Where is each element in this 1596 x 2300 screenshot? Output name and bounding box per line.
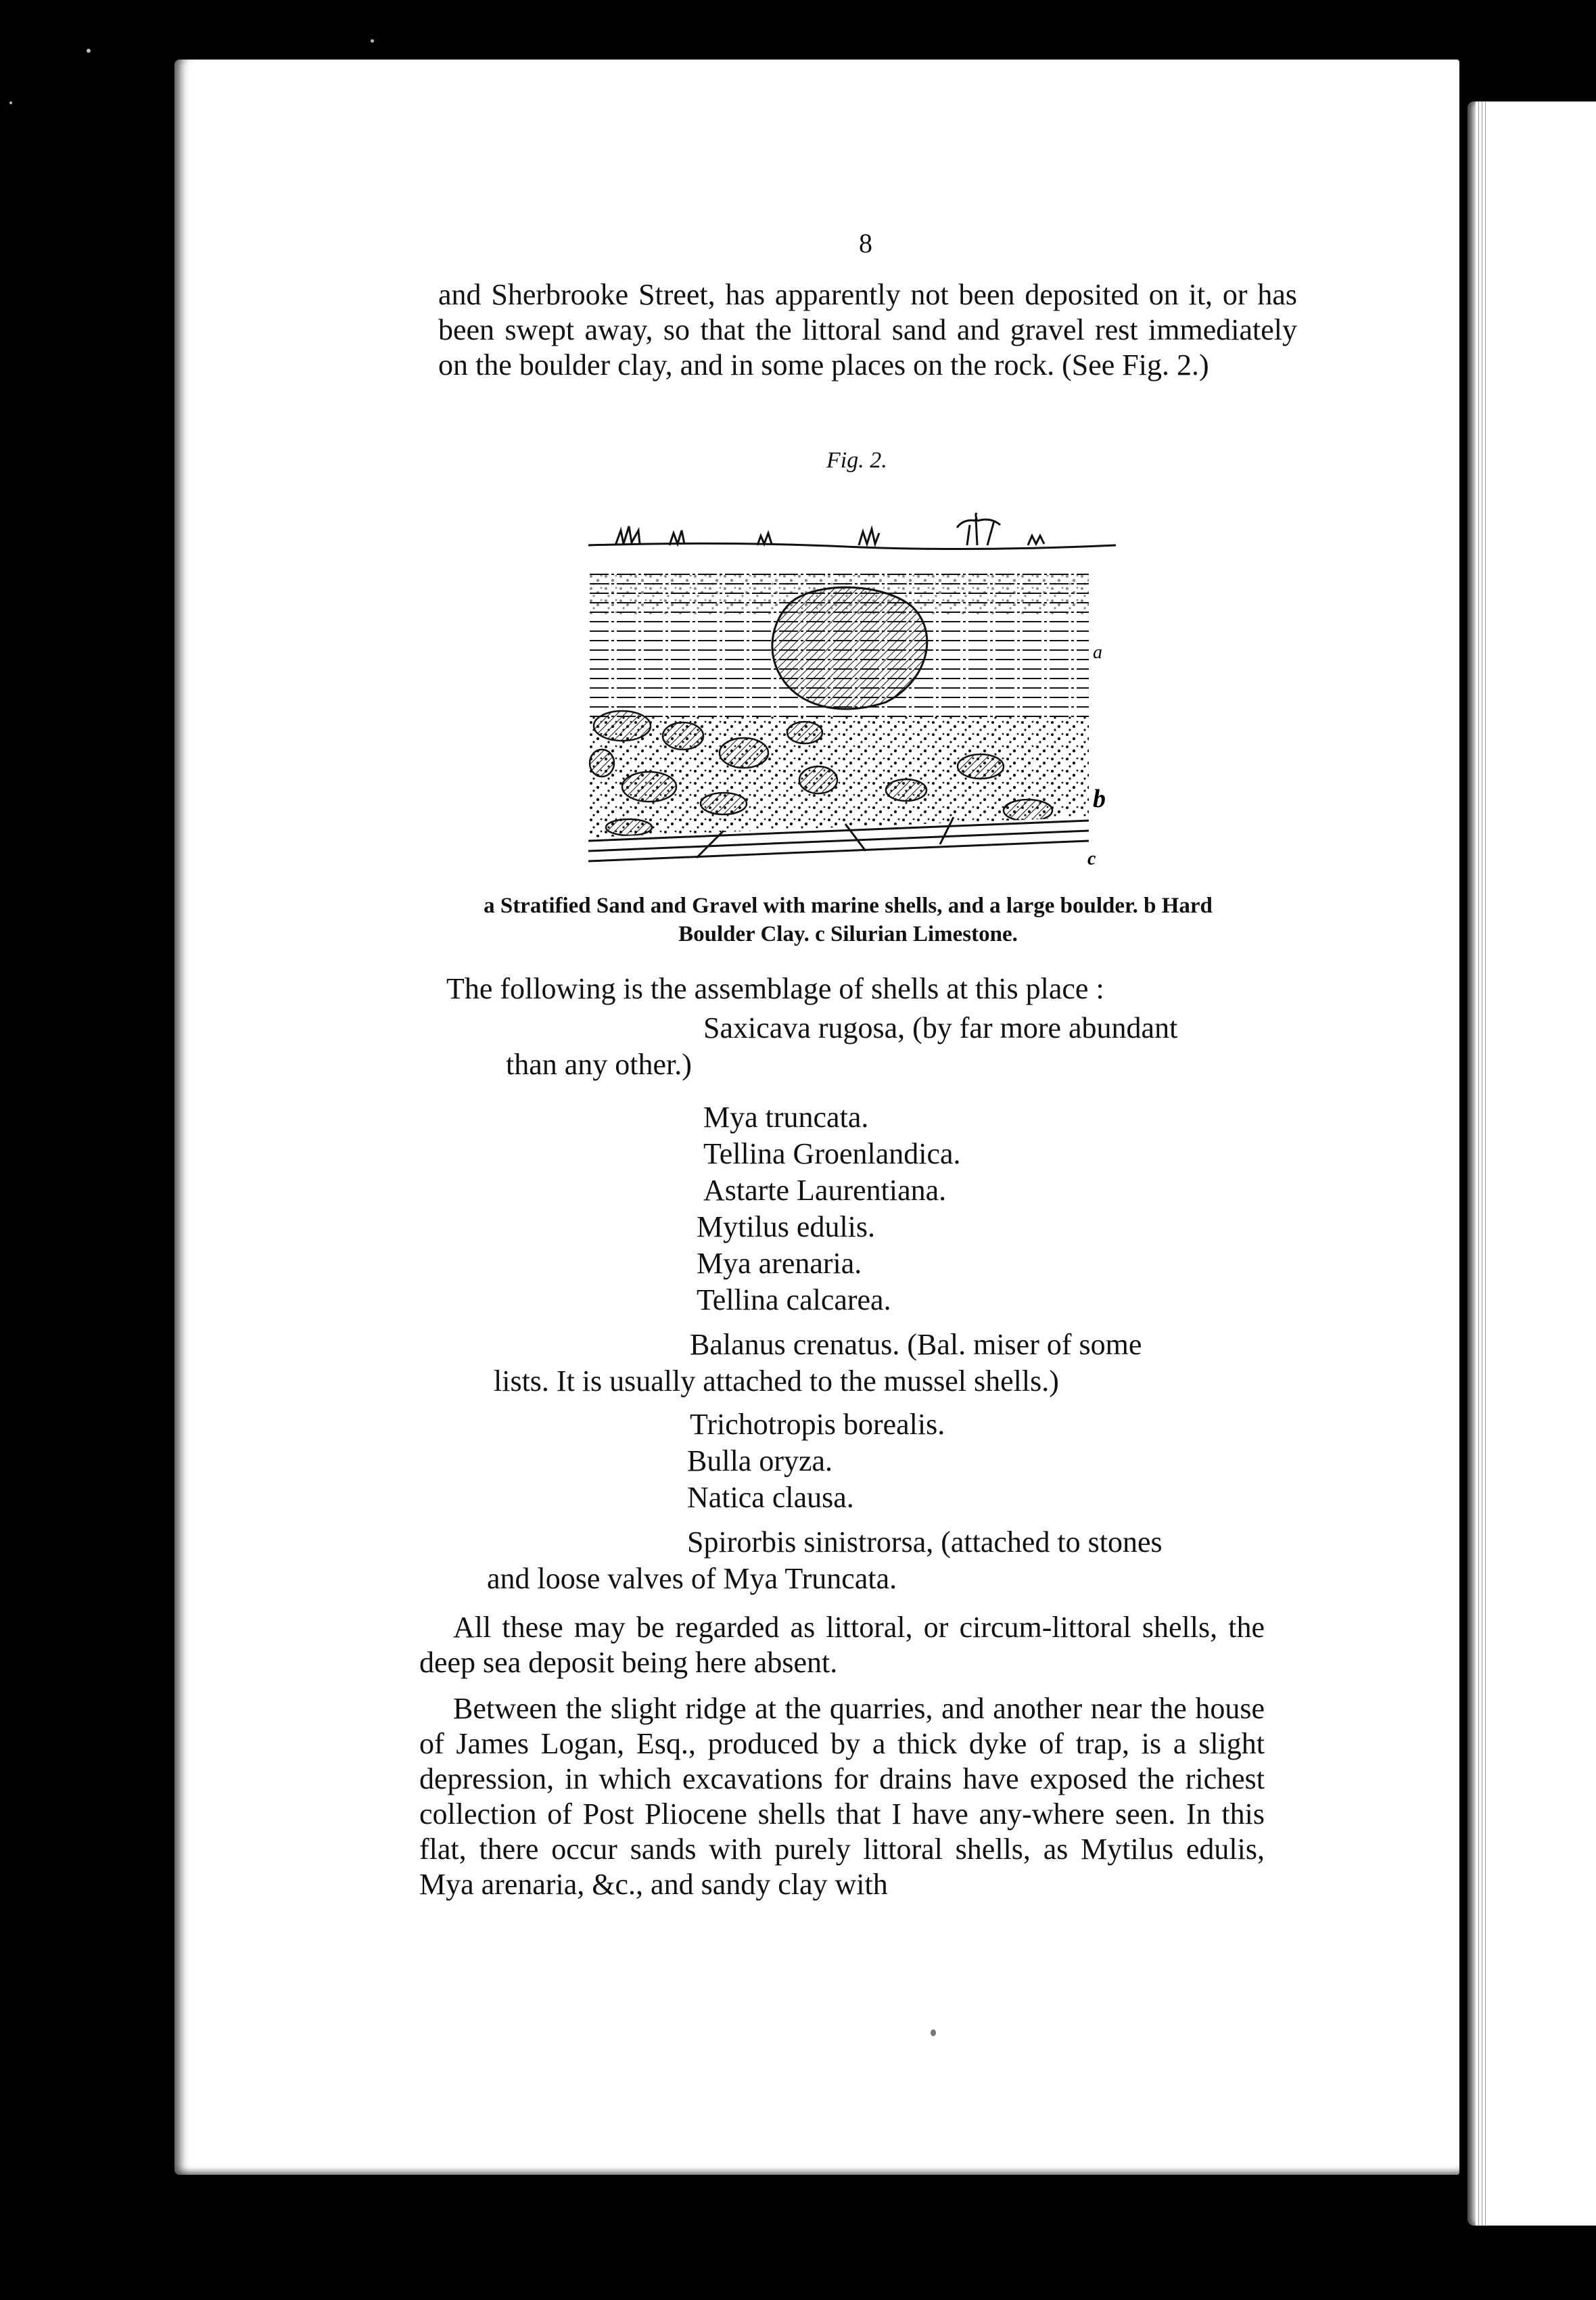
shell-entry-balanus-continued: lists. It is usually attached to the mussel shells.) xyxy=(494,1364,1059,1398)
shell-entry: Trichotropis borealis. xyxy=(690,1408,945,1441)
closing-paragraph-2: Between the slight ridge at the quarries, and another near the house of James Logan, Esq., produced by a thick dyke of trap, is a slight depression, in which excavations for drains have exposed the richest collection of Post Pliocene shells that I have any-where seen. In this flat, there occur sands with purely littoral shells, as Mytilus edulis, Mya arenaria, &c., and sandy clay with xyxy=(419,1692,1265,1901)
speck xyxy=(371,39,374,43)
shell-entry: Tellina calcarea. xyxy=(697,1283,891,1316)
large-boulder xyxy=(772,587,927,709)
shell-entry: Bulla oryza. xyxy=(687,1444,833,1477)
figure-label: Fig. 2. xyxy=(826,448,887,473)
shell-entry-spirorbis: Spirorbis sinistrorsa, (attached to stones xyxy=(687,1525,1163,1559)
shell-entry: Astarte Laurentiana. xyxy=(703,1174,947,1207)
closing-paragraph-1: All these may be regarded as littoral, or circum-littoral shells, the deep sea deposit being here absent. xyxy=(419,1611,1265,1679)
page-speck xyxy=(931,2029,936,2036)
figure-caption xyxy=(415,892,1281,948)
shell-entry: Mya truncata. xyxy=(703,1101,869,1134)
surface-vegetation xyxy=(588,513,1116,549)
speck xyxy=(9,101,12,104)
marker-b: b xyxy=(1093,785,1106,813)
shell-entry-balanus: Balanus crenatus. (Bal. miser of some xyxy=(690,1328,1142,1361)
shell-entry: Mytilus edulis. xyxy=(697,1210,876,1243)
speck xyxy=(87,49,91,53)
page-number: 8 xyxy=(859,228,872,258)
shell-entry: Tellina Groenlandica. xyxy=(703,1137,961,1170)
shell-entry-spirorbis-continued: and loose valves of Mya Truncata. xyxy=(487,1562,897,1595)
caption-line-2: Boulder Clay. c Silurian Limestone. xyxy=(678,922,1018,946)
page-edges xyxy=(1476,101,1488,2226)
shell-list-intro: The following is the assemblage of shells at this place : xyxy=(446,972,1104,1005)
opening-paragraph: and Sherbrooke Street, has apparently not been deposited on it, or has been swept away, so that the littoral sand and gravel rest immediately on the boulder clay, and in some places on the rock. (See Fig. 2.) xyxy=(438,278,1297,382)
marker-a: a xyxy=(1093,642,1102,663)
geological-section-figure xyxy=(588,513,1116,892)
shell-entry-saxicava-continued: than any other.) xyxy=(506,1048,692,1081)
shell-entry-saxicava: Saxicava rugosa, (by far more abundant xyxy=(703,1011,1178,1044)
shell-entry: Natica clausa. xyxy=(687,1481,854,1514)
marker-c: c xyxy=(1087,848,1096,869)
caption-line-1: a Stratified Sand and Gravel with marine shells, and a large boulder. b Hard xyxy=(484,894,1213,918)
shell-entry: Mya arenaria. xyxy=(697,1247,862,1280)
